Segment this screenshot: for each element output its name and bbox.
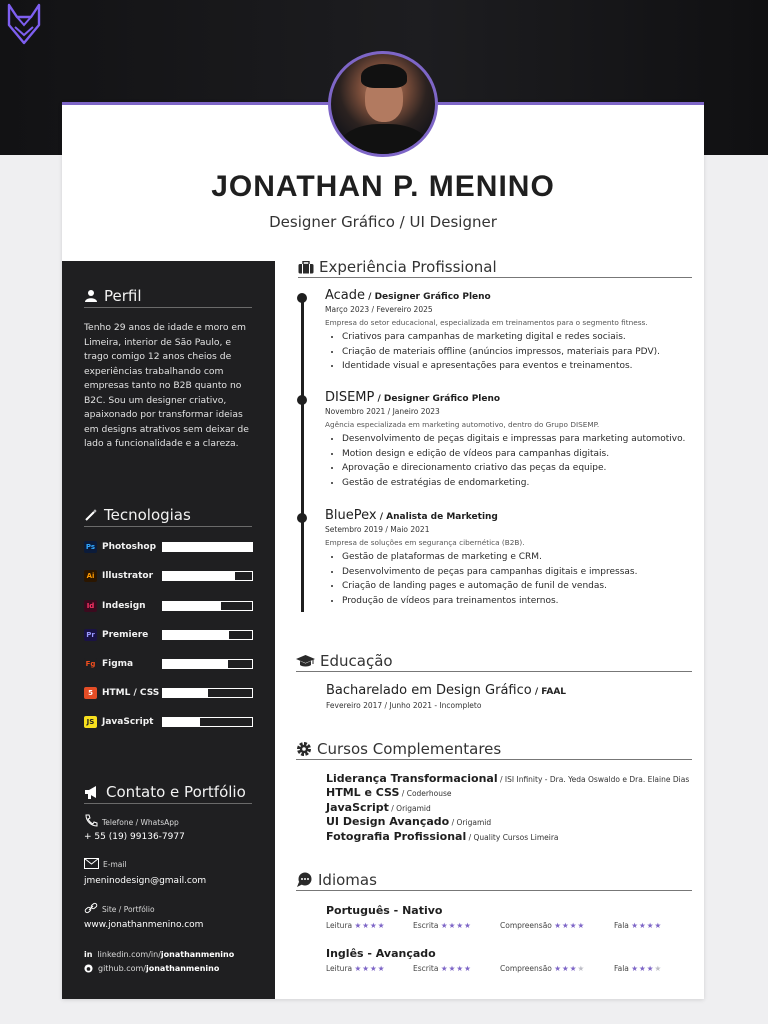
tech-title-label: Tecnologias	[104, 506, 191, 524]
skill-label: Escrita	[413, 964, 439, 973]
email-label	[84, 858, 127, 869]
star-icon: ★	[562, 964, 570, 973]
skill-bar-fill	[163, 543, 252, 551]
skill-bar-fill	[163, 660, 228, 668]
job-description: Agência especializada em marketing automotivo, dentro do Grupo DISEMP.	[325, 420, 600, 429]
profile-title	[84, 287, 252, 308]
tech-logo-icon: Ps	[85, 543, 96, 551]
briefcase-icon	[298, 261, 314, 274]
language-skills	[326, 921, 686, 931]
star-icon: ★	[440, 964, 449, 973]
star-icon: ★	[646, 921, 655, 930]
star-rating	[355, 921, 386, 930]
star-icon: ★	[369, 921, 378, 930]
language-skill	[326, 921, 385, 930]
skill-label: Fala	[614, 921, 629, 930]
experience-title	[298, 258, 692, 278]
star-icon: ★	[354, 921, 363, 930]
course-item	[326, 786, 452, 799]
star-icon: ★	[646, 964, 655, 973]
job-position: / Analista de Marketing	[376, 512, 498, 522]
experience-title-label: Experiência Profissional	[319, 258, 497, 276]
skill-label: Fala	[614, 964, 629, 973]
tech-name: Illustrator	[102, 571, 154, 581]
avatar	[328, 51, 438, 157]
site-value[interactable]: www.jonathanmenino.com	[84, 920, 204, 930]
degree-name: Bacharelado em Design Gráfico	[326, 683, 532, 698]
job-dates: Novembro 2021 / Janeiro 2023	[325, 407, 440, 416]
skill-label: Leitura	[326, 921, 353, 930]
tech-item	[84, 599, 254, 613]
tech-logo-icon: 5	[84, 687, 97, 699]
language-skill	[413, 921, 472, 930]
language-skill	[614, 964, 662, 973]
avatar-shirt	[339, 124, 429, 157]
courses-title-label: Cursos Complementares	[317, 740, 502, 758]
course-org: / Coderhouse	[399, 789, 452, 798]
star-rating	[631, 964, 662, 973]
courses-title	[296, 740, 692, 760]
tech-name: Indesign	[102, 601, 146, 611]
company-name: Acade	[325, 288, 366, 303]
education-title-label: Educação	[320, 652, 393, 670]
job-bullet: • Criação de materiais offline (anúncios impressos, materiais para PDV).	[342, 345, 695, 360]
user-icon	[84, 289, 98, 303]
skill-label: Compreensão	[500, 964, 552, 973]
job-description: Empresa de soluções em segurança cibernética (B2B).	[325, 538, 525, 547]
star-icon: ★	[448, 921, 457, 930]
star-rating	[441, 964, 472, 973]
skill-bar-fill	[163, 602, 221, 610]
github-prefix: github.com/	[98, 964, 146, 973]
course-org: / ISI Infinity - Dra. Yeda Oswaldo e Dra. Elaine Dias	[497, 775, 690, 784]
tech-logo-icon: Id	[84, 600, 97, 612]
job-position: / Designer Gráfico Pleno	[374, 394, 501, 404]
avatar-hair	[361, 64, 407, 88]
tech-name: Photoshop	[102, 542, 157, 552]
star-icon: ★	[554, 964, 563, 973]
star-icon: ★	[554, 921, 563, 930]
skill-bar	[162, 542, 253, 552]
linkedin-text	[97, 950, 234, 959]
fox-logo-icon	[6, 3, 42, 45]
linkedin-user: jonathanmenino	[160, 950, 235, 959]
skill-bar	[162, 601, 253, 611]
gear-icon	[296, 741, 312, 757]
graduation-cap-icon	[296, 655, 315, 668]
star-icon: ★	[562, 921, 570, 930]
company-name: BluePex	[325, 508, 377, 523]
star-icon: ★	[654, 964, 663, 973]
star-icon: ★	[639, 921, 647, 930]
star-icon: ★	[369, 964, 378, 973]
job-bullet: • Identidade visual e apresentações para eventos e treinamentos.	[342, 359, 695, 374]
skill-bar	[162, 659, 253, 669]
profile-title-label: Perfil	[104, 287, 142, 305]
job-bullets	[342, 550, 695, 608]
star-icon: ★	[377, 921, 386, 930]
job-bullet: • Aprovação e direcionamento criativo das peças da equipe.	[342, 461, 695, 476]
contact-title	[84, 783, 252, 804]
skill-bar-fill	[163, 631, 229, 639]
timeline-dot	[297, 513, 307, 523]
magic-wand-icon	[84, 508, 98, 522]
phone-icon	[84, 814, 98, 827]
language-skills	[326, 964, 686, 974]
skill-bar	[162, 717, 253, 727]
course-name: Liderança Transformacional	[326, 772, 498, 785]
course-name: Fotografia Profissional	[326, 830, 467, 843]
site-label	[84, 902, 155, 914]
email-value[interactable]: jmeninodesign@gmail.com	[84, 876, 207, 886]
star-icon: ★	[569, 921, 578, 930]
linkedin-icon: in	[84, 950, 93, 959]
job-item	[325, 508, 695, 608]
job-bullet: • Criação de landing pages e automação de funil de vendas.	[342, 579, 695, 594]
tech-logo-icon: Pr	[84, 629, 97, 641]
skill-label: Compreensão	[500, 921, 552, 930]
star-icon: ★	[464, 921, 472, 930]
course-name: HTML e CSS	[326, 786, 400, 799]
job-dates: Março 2023 / Fevereiro 2025	[325, 305, 433, 314]
skill-bar	[162, 571, 253, 581]
github-link[interactable]	[84, 964, 219, 973]
star-rating	[554, 921, 585, 930]
job-item	[325, 288, 695, 374]
company-name: DISEMP	[325, 390, 375, 405]
skill-label: Leitura	[326, 964, 353, 973]
course-org: / Quality Cursos Limeira	[466, 833, 559, 842]
language-skill	[413, 964, 472, 973]
job-company	[325, 508, 695, 523]
tech-logo-icon: JS	[84, 716, 97, 728]
language-name: Inglês - Avançado	[326, 947, 436, 960]
timeline-dot	[297, 395, 307, 405]
megaphone-icon	[84, 786, 100, 799]
link-icon	[84, 902, 98, 914]
job-bullets	[342, 432, 695, 490]
timeline-dot	[297, 293, 307, 303]
language-skill	[614, 921, 662, 930]
degree-dates: Fevereiro 2017 / Junho 2021 - Incompleto	[326, 701, 482, 710]
star-icon: ★	[577, 921, 586, 930]
job-description: Empresa do setor educacional, especializada em treinamentos para o segmento fitness.	[325, 318, 648, 327]
skill-bar	[162, 688, 253, 698]
skill-bar-fill	[163, 689, 208, 697]
skill-label: Escrita	[413, 921, 439, 930]
language-skill	[326, 964, 385, 973]
tech-title	[84, 506, 252, 527]
tech-item	[84, 657, 254, 671]
course-name: JavaScript	[326, 801, 389, 814]
star-rating	[441, 921, 472, 930]
tech-item	[84, 569, 254, 583]
star-icon: ★	[631, 921, 640, 930]
tech-logo-icon: Ai	[84, 570, 97, 582]
job-position: / Designer Gráfico Pleno	[365, 292, 491, 302]
phone-label-text: Telefone / WhatsApp	[102, 818, 179, 827]
tech-item	[84, 628, 254, 642]
candidate-name: JONATHAN P. MENINO	[211, 170, 555, 203]
star-icon: ★	[354, 964, 363, 973]
course-org: / Origamid	[388, 804, 431, 813]
tech-name: JavaScript	[102, 717, 154, 727]
job-bullets	[342, 330, 695, 374]
course-name: UI Design Avançado	[326, 815, 450, 828]
sidebar	[62, 261, 275, 999]
job-item	[325, 390, 695, 490]
course-org: / Origamid	[449, 818, 492, 827]
star-icon: ★	[654, 921, 663, 930]
job-bullet: • Gestão de estratégias de endomarketing.	[342, 476, 695, 491]
job-dates: Setembro 2019 / Maio 2021	[325, 525, 430, 534]
site-label-text: Site / Portfólio	[102, 905, 155, 914]
job-bullet: • Desenvolvimento de peças para campanhas digitais e impressas.	[342, 565, 695, 580]
star-icon: ★	[456, 964, 465, 973]
timeline-line	[301, 298, 304, 612]
tech-item	[84, 540, 254, 554]
tech-name: Figma	[102, 659, 134, 669]
languages-title-label: Idiomas	[318, 871, 377, 889]
star-icon: ★	[456, 921, 465, 930]
star-icon: ★	[631, 964, 640, 973]
star-icon: ★	[362, 964, 370, 973]
linkedin-link[interactable]	[84, 950, 234, 959]
profile-text: Tenho 29 anos de idade e moro em Limeira, interior de São Paulo, e trago comigo 12 anos cheios de experiências trabalhando com empresas tanto no B2B quanto no B2C. Sou um designer criativo, apaixonado por transformar ideias em designs atrativos sem deixar de lado a funcionalidade e a clareza.	[84, 322, 249, 449]
star-rating	[554, 964, 585, 973]
github-icon	[84, 964, 93, 973]
star-icon: ★	[448, 964, 457, 973]
course-item	[326, 830, 559, 843]
job-bullet: • Gestão de plataformas de marketing e CRM.	[342, 550, 695, 565]
star-icon: ★	[377, 964, 386, 973]
job-bullet: • Criativos para campanhas de marketing digital e redes sociais.	[342, 330, 695, 345]
star-rating	[631, 921, 662, 930]
star-icon: ★	[440, 921, 449, 930]
tech-name: HTML / CSS	[102, 688, 160, 698]
tech-name: Premiere	[102, 630, 149, 640]
course-item	[326, 772, 689, 785]
job-bullet: • Desenvolvimento de peças digitais e impressas para marketing automotivo.	[342, 432, 695, 447]
candidate-role: Designer Gráfico / UI Designer	[269, 213, 497, 231]
mail-icon	[84, 858, 99, 869]
github-text	[98, 964, 219, 973]
education-title	[296, 652, 692, 672]
job-company	[325, 288, 695, 303]
github-user: jonathanmenino	[145, 964, 220, 973]
course-item	[326, 815, 491, 828]
tech-logo-icon: Fg	[85, 660, 96, 668]
language-skill	[500, 921, 585, 930]
linkedin-prefix: linkedin.com/in/	[97, 950, 161, 959]
languages-title	[296, 871, 692, 891]
star-icon: ★	[639, 964, 647, 973]
job-company	[325, 390, 695, 405]
tech-item	[84, 715, 254, 729]
skill-bar-fill	[163, 572, 235, 580]
speech-bubble-icon	[296, 872, 313, 888]
job-bullet: • Motion design e edição de vídeos para campanhas digitais.	[342, 447, 695, 462]
degree-school: / FAAL	[531, 687, 567, 697]
language-skill	[500, 964, 585, 973]
star-rating	[355, 964, 386, 973]
course-item	[326, 801, 431, 814]
star-icon: ★	[362, 921, 370, 930]
tech-item	[84, 686, 254, 700]
contact-title-label: Contato e Portfólio	[106, 783, 246, 801]
star-icon: ★	[569, 964, 578, 973]
degree	[326, 683, 566, 698]
star-icon: ★	[577, 964, 586, 973]
job-bullet: • Produção de vídeos para treinamentos internos.	[342, 594, 695, 609]
phone-value[interactable]: + 55 (19) 99136-7977	[84, 832, 185, 842]
skill-bar	[162, 630, 253, 640]
language-name: Português - Nativo	[326, 904, 443, 917]
skill-bar-fill	[163, 718, 200, 726]
star-icon: ★	[464, 964, 472, 973]
email-label-text: E-mail	[103, 860, 127, 869]
education-item	[326, 683, 566, 710]
phone-label	[84, 814, 179, 827]
